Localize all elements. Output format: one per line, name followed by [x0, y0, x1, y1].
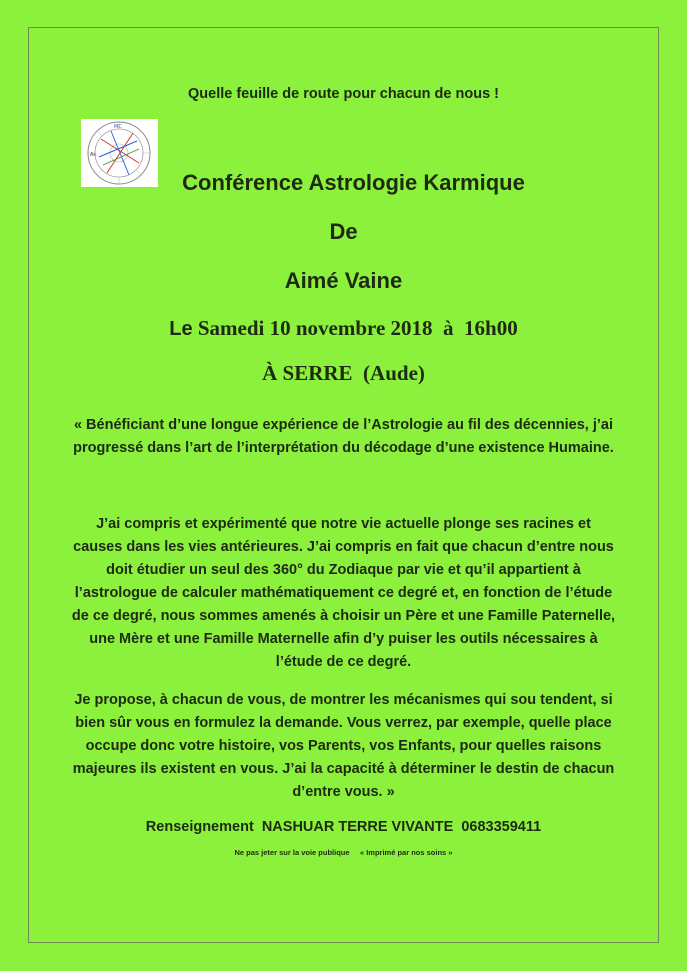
- paragraph-2: J’ai compris et expérimenté que notre vie actuelle plonge ses racines et causes dans les vies antérieures. J’ai compris en fait que chacun d’entre nous doit étudier un seul des 360° du Zodiaque par vie et qu’il appartient à l’astrologue de calculer mathématiquement ce degré et, en fonction de l’étude de ce degré, nous sommes amenés à choisir un Père et une Famille Paternelle, une Mère et une Famille Maternelle afin d’y puiser les outils nécessaires à l’étude de ce degré.: [71, 516, 616, 670]
- conference-title: Conférence Astrologie Karmique: [182, 170, 525, 195]
- svg-text:As: As: [90, 152, 97, 158]
- svg-text:MC: MC: [114, 124, 122, 130]
- event-place: À SERRE (Aude): [262, 361, 425, 385]
- paragraph-3: Je propose, à chacun de vous, de montrer les mécanismes qui sou tendent, si bien sûr vous en formulez la demande. Vous verrez, par exemple, quelle place occupe donc votre histoire, vos Parents, vos Enfants, pour quelles raisons majeures ils existent en vous. J’ai la capacité à déterminer le destin de chacun d’entre vous. »: [72, 692, 615, 800]
- speaker-name: Aimé Vaine: [284, 268, 403, 293]
- contact-info: Renseignement NASHUAR TERRE VIVANTE 0683359411: [145, 819, 542, 835]
- footer-note: Ne pas jeter sur la voie publique « Imprimé par nos soins »: [234, 848, 453, 857]
- subtitle: Quelle feuille de route pour chacun de nous !: [188, 86, 499, 102]
- de-label: De: [329, 219, 358, 244]
- date-text: Samedi 10 novembre 2018 à 16h00: [197, 316, 518, 340]
- date-prefix: Le: [169, 318, 193, 340]
- paragraph-1: « Bénéficiant d’une longue expérience de l’Astrologie au fil des décennies, j’ai progressé dans l’art de l’interprétation du décodage d’une existence Humaine.: [73, 417, 614, 456]
- event-date: [0, 316, 687, 341]
